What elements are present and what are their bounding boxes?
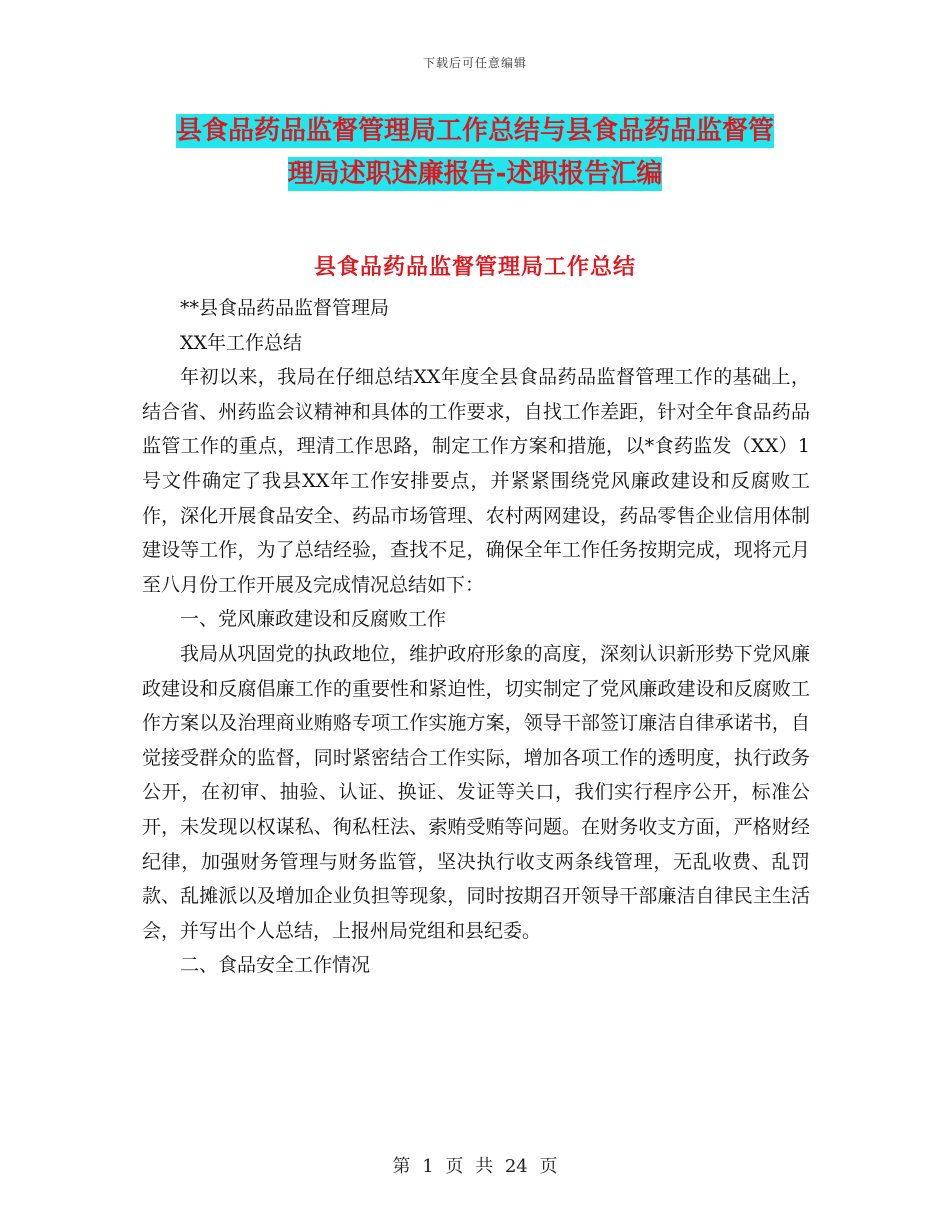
heading-section-2: 二、食品安全工作情况 — [180, 954, 371, 977]
section-title: 县食品药品监督管理局工作总结 — [313, 255, 636, 280]
document-title-line-1: 县食品药品监督管理局工作总结与县食品药品监督管 — [175, 116, 774, 146]
body-text — [142, 291, 810, 983]
page-footer: 第 1 页 共 24 页 — [392, 1156, 558, 1177]
paragraph-org-name: **县食品药品监督管理局 — [180, 297, 390, 319]
heading-section-1: 一、党风廉政建设和反腐败工作 — [180, 608, 447, 631]
document-title — [140, 110, 810, 196]
header-note: 下载后可任意编辑 — [422, 56, 527, 70]
paragraph-report-name: XX年工作总结 — [180, 331, 303, 354]
paragraph-section-1: 我局从巩固党的执政地位，维护政府形象的高度，深刻认识新形势下党风廉政建设和反腐倡廉工作的重要性和紧迫性，切实制定了党风廉政建设和反腐败工作方案以及治理商业贿赂专项工作实施方案，领导干部签订廉洁自律承诺书，自觉接受群众的监督，同时紧密结合工作实际，增加各项工作的透明度，执行政务公开，在初审、抽验、认证、换证、发证等关口，我们实行程序公开，标准公开，未发现以权谋私、徇私枉法、索贿受贿等问题。在财务收支方面，严格财经纪律，加强财务管理与财务监管，坚决执行收支两条线管理，无乱收费、乱罚款、乱摊派以及增加企业负担等现象，同时按期召开领导干部廉洁自律民主生活会，并写出个人总结，上报州局党组和县纪委。 — [142, 642, 810, 942]
document-title-line-2: 理局述职述廉报告-述职报告汇编 — [287, 159, 663, 189]
paragraph-intro: 年初以来，我局在仔细总结XX年度全县食品药品监督管理工作的基础上，结合省、州药监会议精神和具体的工作要求，自找工作差距，针对全年食品药品监管工作的重点，理清工作思路，制定工作方案和措施，以*食药监发（XX）1号文件确定了我县XX年工作安排要点，并紧紧围绕党风廉政建设和反腐败工作，深化开展食品安全、药品市场管理、农村两网建设，药品零售企业信用体制建设等工作，为了总结经验，查找不足，确保全年工作任务按期完成，现将元月至八月份工作开展及完成情况总结如下： — [142, 366, 810, 596]
